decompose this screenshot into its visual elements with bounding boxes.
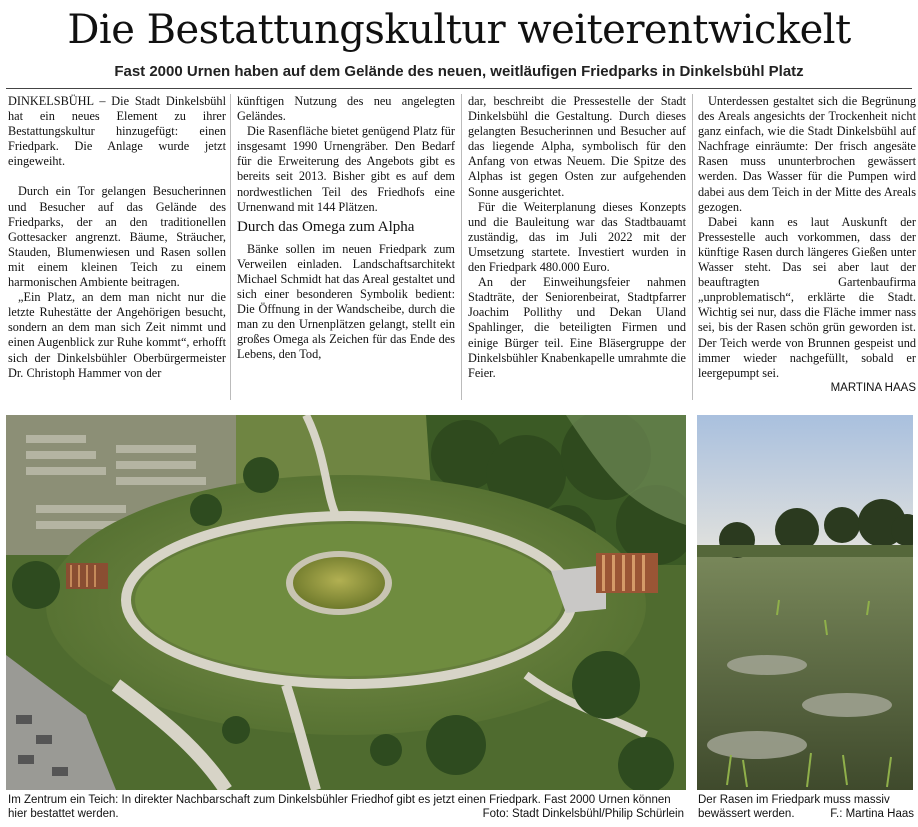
column-divider	[230, 94, 231, 400]
author-name: MARTINA HAAS	[830, 381, 916, 394]
side-photo-caption	[698, 793, 914, 821]
column-divider	[692, 94, 693, 400]
paragraph: An der Einweihungsfeier nahmen Stadträte, der Seniorenbeirat, Stadtpfarrer Joachim Pollithy und Dekan Uland Spahlinger, die beteiligten Firmen und einige Bürger teil. Eine Bläsergruppe der Dinkelsbühler Knabenkapelle umrahmte die Feier.	[468, 275, 686, 380]
column-divider	[461, 94, 462, 400]
subheadline: Fast 2000 Urnen haben auf dem Gelände des neuen, weitläufigen Friedparks in Dinkelsbühl Platz	[114, 63, 804, 80]
article-column-1	[8, 94, 226, 404]
paragraph: künftigen Nutzung des neu angelegten Geländes.	[237, 94, 455, 124]
paragraph: Durch ein Tor gelangen Besucherinnen und Besucher auf das Gelände des Friedparks, der an den traditionellen Gottesacker angrenzt. Bäume, Sträucher, Stauden, Blumenwiesen und Rasen sollen mit einem kleinen Teich zu einem harmonischen Ambiente beitragen.	[8, 184, 226, 290]
paragraph: DINKELSBÜHL – Die Stadt Dinkelsbühl hat ein neues Element zu ihrer Bestattungskultur hinzugefügt: einen Friedpark. Die Anlage wurde jetzt eingeweiht.	[8, 94, 226, 169]
paragraph: Bänke sollen im neuen Friedpark zum Verweilen einladen. Landschaftsarchitekt Michael Schmidt hat das Areal gestaltet und sich einer besonderen Symbolik bedient: Die Öffnung in der Wandscheibe, durch die man zu den Urnenplätzen gelangt, stellt ein großes Omega als Zeichen für das Ende des Lebens, den Tod,	[237, 241, 455, 362]
article-column-4	[698, 94, 916, 404]
photo-credit: F.: Martina Haas	[830, 808, 914, 820]
photo-credit: Foto: Stadt Dinkelsbühl/Philip Schürlein	[482, 808, 684, 820]
lawn-illustration	[697, 415, 913, 790]
headline: Die Bestattungskultur weiterentwickelt	[67, 7, 851, 53]
subheading: Durch das Omega zum Alpha	[237, 218, 415, 235]
paragraph: Unterdessen gestaltet sich die Begrünung des Areals angesichts der Trockenheit nicht ganz einfach, wie die Stadt Dinkelsbühl auf Nachfrage einräumte: Der frisch angesäte Rasen muss ununterbrochen gewässert werden. Das Wasser für die Pumpen wird dabei aus dem Teich in der Mitte des Areals gezogen.	[698, 94, 916, 214]
aerial-park-illustration	[6, 415, 686, 790]
lawn-watering-photo	[697, 415, 913, 790]
header-rule	[6, 88, 912, 89]
paragraph: dar, beschreibt die Pressestelle der Stadt Dinkelsbühl die Gestaltung. Durch dieses gelangten Besucherinnen und Besucher auf das liegende Alpha, symbolisch für den Anfang von etwas Neuem. Die Spitze des Alphas ist gegen Osten zur aufgehenden Sonne ausgerichtet.	[468, 94, 686, 199]
article-column-3	[468, 94, 686, 404]
paragraph: „Ein Platz, an dem man nicht nur die letzte Ruhestätte der Angehörigen besucht, sondern an dem man sich Zeit nimmt und einen Augenblick zur Ruhe kommt“, erhofft sich der Dinkelsbühler Oberbürgermeister Dr. Christoph Hammer von der	[8, 290, 226, 380]
main-photo-caption	[8, 793, 684, 821]
aerial-park-photo	[6, 415, 686, 790]
caption-text: Der Rasen im Friedpark muss massiv bewässert werden.	[698, 794, 890, 820]
paragraph: Dabei kann es laut Auskunft der Pressestelle auch vorkommen, dass der künftige Rasen durch längeres Gießen unter Wasser steht. Das sei aber laut der beauftragten Gartenbaufirma „unproblematisch“, erklärte die Stadt. Wichtig sei nur, dass die Fläche immer nass sei, bis der Rasen schön grün geworden ist. Der Teich werde von Brunnen gespeist und immer wieder nachgefüllt, sobald er leergepumpt sei.	[698, 214, 916, 380]
paragraph: Für die Weiterplanung dieses Konzepts und die Bauleitung war das Stadtbauamt zuständig, das im Juli 2022 mit der Umsetzung startete. Investiert wurden in den Friedpark 480.000 Euro.	[468, 199, 686, 275]
paragraph: Die Rasenfläche bietet genügend Platz für insgesamt 1990 Urnengräber. Den Bedarf für die Erweiterung des Angebots gibt es bereits seit 2013. Bisher gibt es auf dem nordwestlichen Teil des Friedhofs eine Urnenwand mit 144 Plätzen.	[237, 124, 455, 214]
article-column-2	[237, 94, 455, 404]
caption-text: Im Zentrum ein Teich: In direkter Nachbarschaft zum Dinkelsbühler Friedhof gibt es jetzt einen Friedpark. Fast 2000 Urnen können hier bestattet werden.	[8, 794, 671, 820]
